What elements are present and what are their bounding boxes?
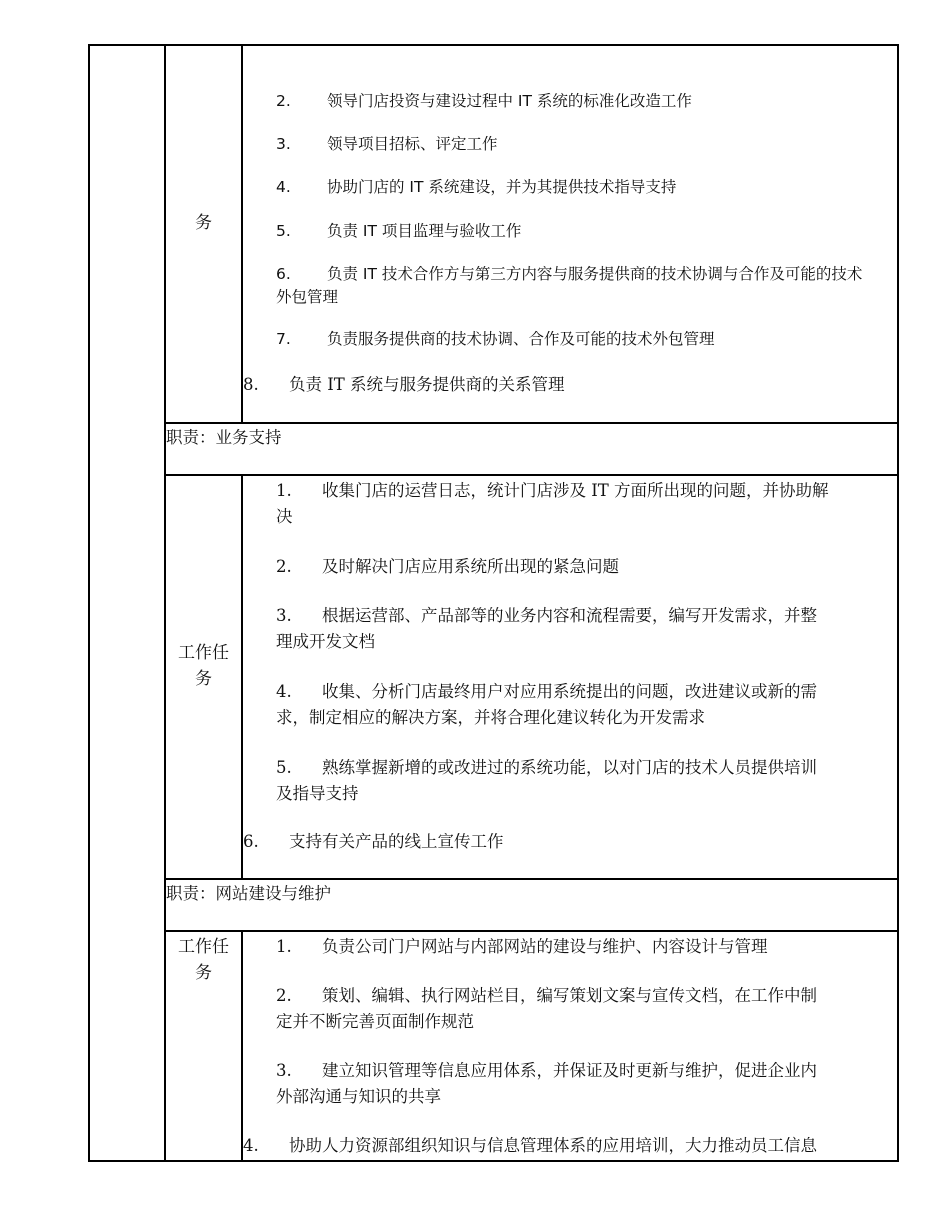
- item-text: 根据运营部、产品部等的业务内容和流程需要，编写开发需求，并整: [322, 606, 817, 625]
- item-text: 建立知识管理等信息应用体系，并保证及时更新与维护，促进企业内: [322, 1061, 817, 1080]
- item-text: 领导项目招标、评定工作: [327, 135, 498, 153]
- item-text: 收集、分析门店最终用户对应用系统提出的问题，改进建议或新的需: [322, 682, 817, 701]
- task-item: [276, 1058, 817, 1084]
- item-text: 熟练掌握新增的或改进过的系统功能，以对门店的技术人员提供培训: [322, 758, 817, 777]
- item-number: 2.: [276, 986, 292, 1005]
- row-divider-3: [164, 878, 899, 880]
- task-item: [276, 218, 521, 244]
- column-divider-2c: [241, 930, 243, 1162]
- item-text: 协助人力资源部组织知识与信息管理体系的应用培训，大力推动员工信息: [289, 1136, 817, 1155]
- item-number: 6.: [243, 832, 259, 851]
- task-item-continuation: 理成开发文档: [276, 632, 375, 651]
- item-number: 5.: [276, 758, 292, 777]
- row-divider-2: [164, 474, 899, 476]
- table-border-top: [88, 44, 899, 46]
- row-divider-1: [164, 422, 899, 424]
- table-border-right: [897, 44, 899, 1162]
- item-text: 策划、编辑、执行网站栏目，编写策划文案与宣传文档，在工作中制: [322, 986, 817, 1005]
- item-number: 7.: [276, 330, 291, 348]
- task-item: [276, 131, 498, 157]
- item-number: 4.: [243, 1136, 259, 1155]
- task-label-line: 工作任: [178, 643, 229, 663]
- task-item: [276, 603, 817, 629]
- item-text: 负责服务提供商的技术协调、合作及可能的技术外包管理: [327, 330, 715, 348]
- item-text: 负责公司门户网站与内部网站的建设与维护、内容设计与管理: [322, 937, 768, 956]
- task-item: [276, 983, 817, 1009]
- task-item-continuation: 及指导支持: [276, 784, 359, 803]
- item-number: 5.: [276, 222, 291, 240]
- item-text: 及时解决门店应用系统所出现的紧急问题: [322, 557, 619, 576]
- item-number: 6.: [276, 265, 291, 283]
- task-item: [243, 829, 504, 855]
- item-text: 负责 IT 系统与服务提供商的关系管理: [289, 375, 565, 394]
- table-border-bottom: [88, 1160, 899, 1162]
- item-number: 2.: [276, 92, 291, 110]
- task-item: [276, 88, 692, 114]
- duty-heading-business-support: 职责：业务支持: [166, 428, 282, 447]
- item-number: 1.: [276, 937, 292, 956]
- item-number: 1.: [276, 481, 292, 500]
- table-border-left: [88, 44, 90, 1162]
- task-label-2: [166, 640, 241, 692]
- duty-heading-website: 职责：网站建设与维护: [166, 884, 331, 903]
- task-item-continuation: 外部沟通与知识的共享: [276, 1087, 441, 1106]
- task-item: [276, 554, 619, 580]
- column-divider-2b: [241, 475, 243, 880]
- task-item: [276, 478, 829, 504]
- item-text: 支持有关产品的线上宣传工作: [289, 832, 504, 851]
- task-item: [276, 326, 715, 352]
- item-number: 3.: [276, 1061, 292, 1080]
- task-item: [276, 934, 768, 960]
- task-item: [276, 174, 676, 200]
- task-label-line: 务: [195, 963, 212, 983]
- item-text: 协助门店的 IT 系统建设，并为其提供技术指导支持: [327, 178, 677, 196]
- item-number: 4.: [276, 682, 292, 701]
- task-item: [276, 679, 817, 705]
- task-label-line: 务: [195, 669, 212, 689]
- task-item: [243, 1133, 817, 1159]
- row-divider-4: [164, 930, 899, 932]
- task-label-1: 务: [195, 213, 212, 233]
- task-label-3: [166, 934, 241, 986]
- item-number: 8.: [243, 375, 259, 394]
- task-item-continuation: 决: [276, 507, 293, 526]
- task-item-continuation: 求，制定相应的解决方案，并将合理化建议转化为开发需求: [276, 708, 705, 727]
- item-number: 2.: [276, 557, 292, 576]
- task-item: [243, 372, 565, 398]
- item-text: 负责 IT 项目监理与验收工作: [327, 222, 522, 240]
- column-divider-2a: [241, 44, 243, 424]
- item-text: 领导门店投资与建设过程中 IT 系统的标准化改造工作: [327, 92, 692, 110]
- task-item: [276, 755, 817, 781]
- task-item-continuation: 定并不断完善页面制作规范: [276, 1012, 474, 1031]
- task-item-continuation: 外包管理: [276, 288, 339, 306]
- task-item: [276, 261, 862, 287]
- item-number: 4.: [276, 178, 291, 196]
- item-text: 收集门店的运营日志，统计门店涉及 IT 方面所出现的问题，并协助解: [322, 481, 829, 500]
- item-number: 3.: [276, 135, 291, 153]
- item-text: 负责 IT 技术合作方与第三方内容与服务提供商的技术协调与合作及可能的技术: [327, 265, 863, 283]
- task-label-line: 工作任: [178, 937, 229, 957]
- item-number: 3.: [276, 606, 292, 625]
